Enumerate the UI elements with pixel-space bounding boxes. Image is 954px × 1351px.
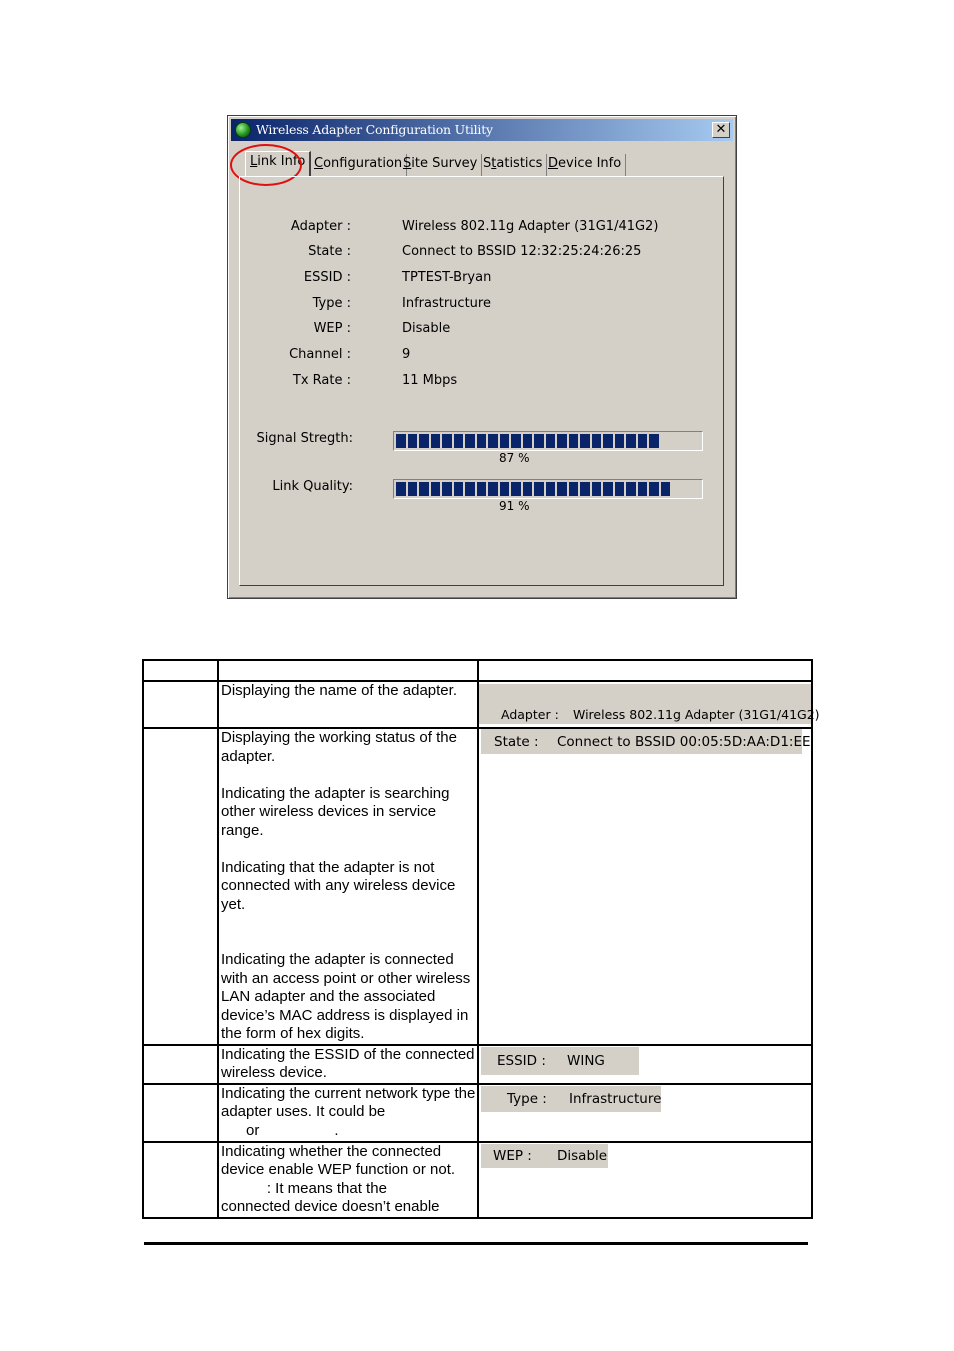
table-row [143,681,812,728]
meter-segment [638,434,648,448]
meter-segment [396,482,406,496]
meter-segment [454,482,464,496]
description-table [142,659,820,1219]
tab-link-info[interactable]: Link Info [245,151,311,176]
app-globe-icon [235,122,251,138]
meter-segment [569,482,579,496]
meter-segment [477,434,487,448]
close-button[interactable]: ✕ [712,122,730,138]
row-description: Indicating the ESSID of the connected wireless device. [218,1045,478,1084]
meter-segment [431,434,441,448]
tx-rate-label: Tx Rate : [292,373,351,388]
meter-segment [626,482,636,496]
meter-segment [454,434,464,448]
wep-label: WEP : [313,321,351,336]
state-label: State : [308,244,351,259]
meter-segment [638,482,648,496]
adapter-snippet: Adapter : Wireless 802.11g Adapter (31G1/41G2) [479,684,811,724]
config-utility-window [227,115,737,599]
essid-snippet: ESSID : WING [481,1047,639,1075]
link-quality-label: Link Quality: [272,479,353,494]
meter-segment [419,434,429,448]
meter-segment [488,482,498,496]
link-quality-meter [393,479,703,499]
meter-segment [534,434,544,448]
meter-segment [626,434,636,448]
meter-segment [649,434,659,448]
meter-segment [500,482,510,496]
table-row [143,1142,812,1218]
row-description: Indicating the current network type the adapter uses. It could be or . [218,1084,478,1142]
adapter-label: Adapter : [290,219,351,234]
meter-segment [546,482,556,496]
meter-segment [477,482,487,496]
link-quality-percent: 91 % [499,499,530,513]
tab-statistics[interactable]: Statistics [479,154,547,176]
meter-segment [615,434,625,448]
signal-strength-fill [396,434,659,448]
tab-device-info[interactable]: Device Info [544,154,626,176]
meter-segment [661,482,671,496]
tab-site-survey[interactable]: Site Survey [399,154,482,176]
meter-segment [465,482,475,496]
meter-segment [603,434,613,448]
table-row [143,1084,812,1142]
meter-segment [523,434,533,448]
meter-segment [511,482,521,496]
meter-segment [592,434,602,448]
essid-label: ESSID : [303,270,351,285]
signal-strength-meter [393,431,703,451]
meter-segment [557,434,567,448]
row-description: Indicating whether the connected device enable WEP function or not. : It means that the connected device doesn’t enable [218,1142,478,1218]
meter-segment [603,482,613,496]
title-bar[interactable] [231,119,733,141]
meter-segment [534,482,544,496]
tab-configuration[interactable]: Configuration [310,154,407,176]
state-snippet: State : Connect to BSSID 00:05:5D:AA:D1:EE [481,729,802,754]
type-value: Infrastructure [402,296,491,311]
meter-segment [557,482,567,496]
meter-segment [465,434,475,448]
channel-label: Channel : [289,347,351,362]
footer-rule [144,1242,808,1245]
row-description: Displaying the name of the adapter. [218,681,478,728]
meter-segment [511,434,521,448]
meter-segment [488,434,498,448]
signal-strength-label: Signal Stregth: [256,431,353,446]
meter-segment [442,482,452,496]
essid-value: TPTEST-Bryan [402,270,492,285]
meter-segment [523,482,533,496]
meter-segment [431,482,441,496]
wep-snippet: WEP : Disable [481,1144,608,1168]
type-snippet: Type : Infrastructure [481,1086,661,1112]
link-info-panel [239,176,724,586]
meter-segment [442,434,452,448]
meter-segment [580,434,590,448]
table-row [143,1045,812,1084]
wep-value: Disable [402,321,451,336]
channel-value: 9 [402,347,411,362]
meter-segment [569,434,579,448]
adapter-value: Wireless 802.11g Adapter (31G1/41G2) [402,219,659,234]
meter-segment [649,482,659,496]
signal-strength-percent: 87 % [499,451,530,465]
meter-segment [408,482,418,496]
type-label: Type : [312,296,351,311]
link-quality-fill [396,482,670,496]
window-title: Wireless Adapter Configuration Utility [256,122,493,137]
meter-segment [396,434,406,448]
meter-segment [580,482,590,496]
tx-rate-value: 11 Mbps [402,373,458,388]
table-row [143,728,812,1045]
meter-segment [615,482,625,496]
meter-segment [419,482,429,496]
table-header-row [143,660,812,681]
meter-segment [592,482,602,496]
state-value: Connect to BSSID 12:32:25:24:26:25 [402,244,642,259]
row-description: Displaying the working status of the adapter. Indicating the adapter is searching other wireless devices in service range. Indicating that the adapter is not connected with any wireless device yet. Indicating the adapter is connected with an access point or other wireless LAN adapter and the associated device’s MAC address is displayed in the form of hex digits. [218,728,478,1045]
meter-segment [408,434,418,448]
meter-segment [500,434,510,448]
meter-segment [546,434,556,448]
